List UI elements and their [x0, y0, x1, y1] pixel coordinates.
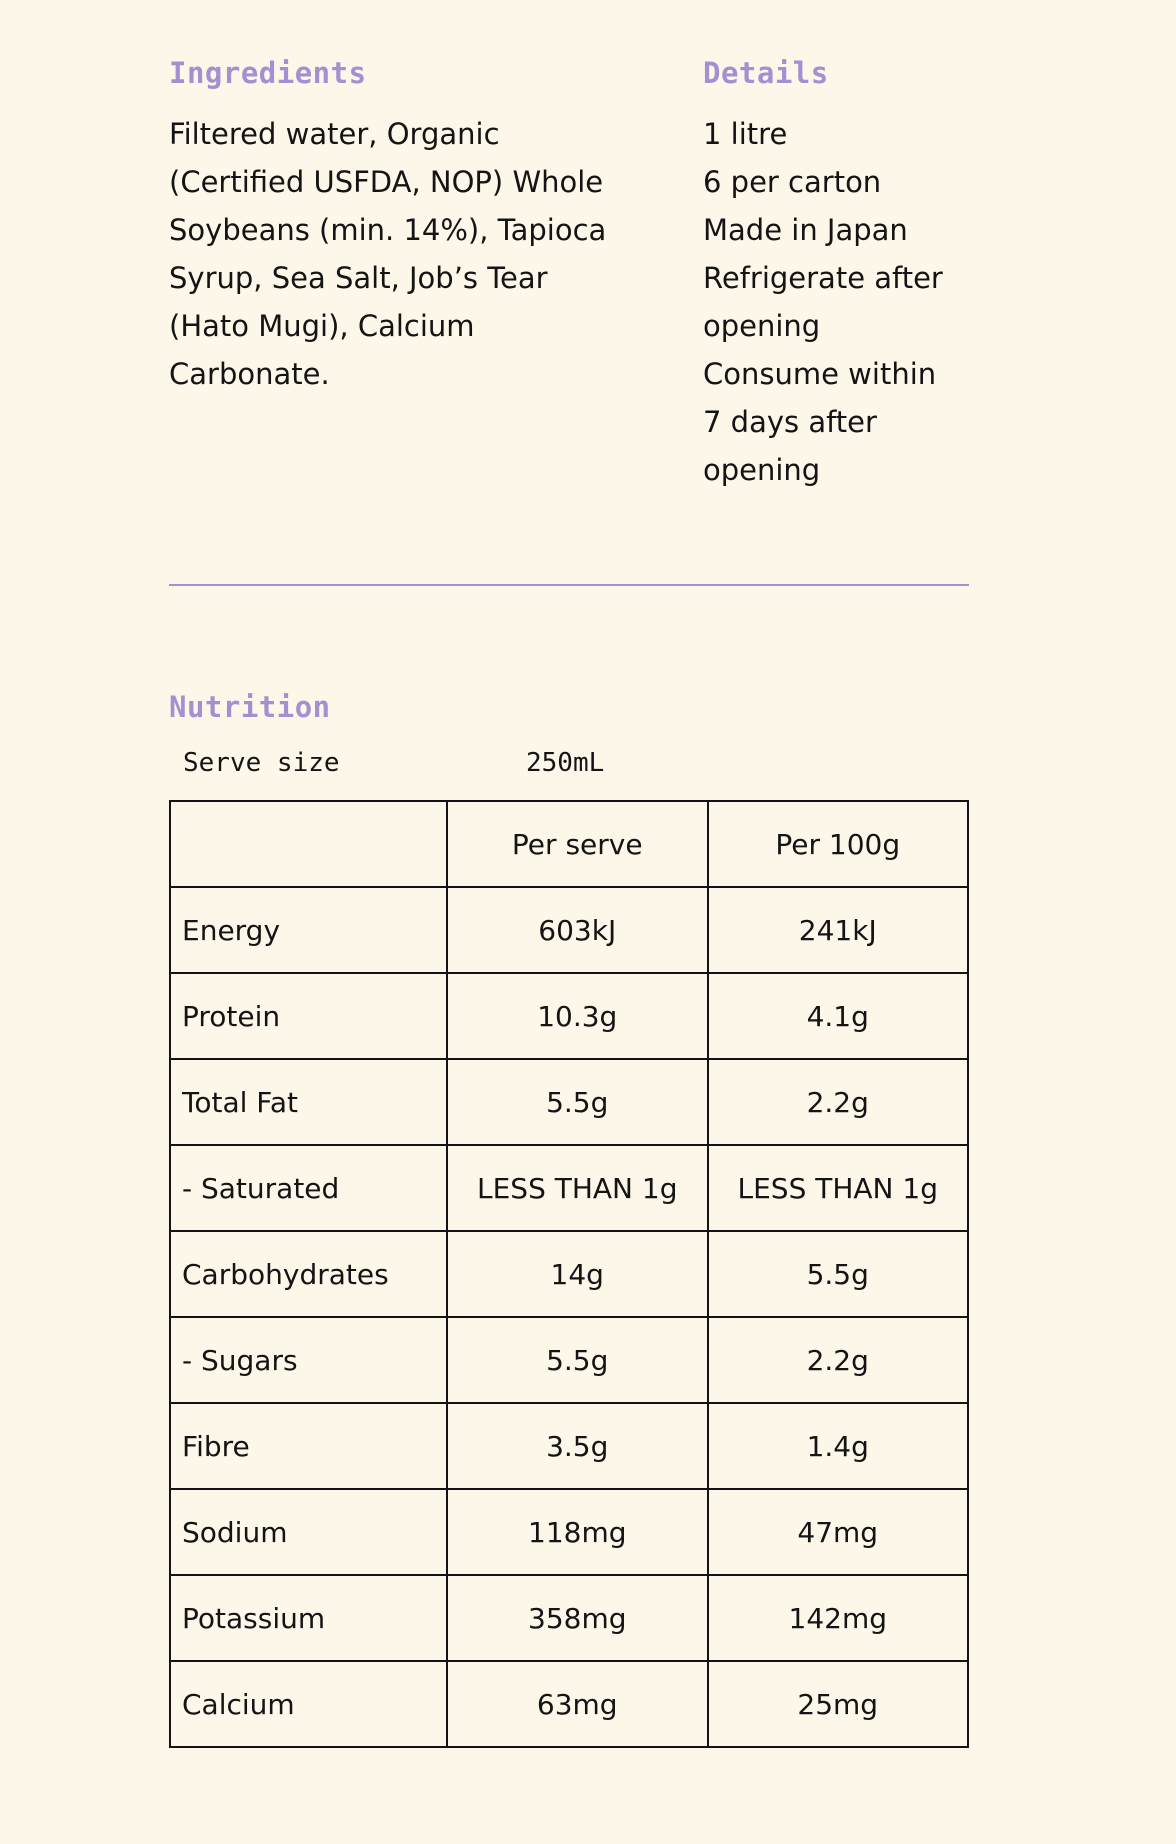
per-100g-value: 4.1g	[708, 973, 969, 1059]
details-item: Made in Japan	[703, 213, 908, 247]
per-100g-value: LESS THAN 1g	[708, 1145, 969, 1231]
nutrient-name: Potassium	[170, 1575, 447, 1661]
nutrient-name: Energy	[170, 887, 447, 973]
nutrient-name: Total Fat	[170, 1059, 447, 1145]
nutrition-heading: Nutrition	[169, 690, 331, 724]
table-row	[170, 1403, 968, 1489]
per-serve-value: LESS THAN 1g	[447, 1145, 708, 1231]
header-cell-per-100g: Per 100g	[708, 801, 969, 887]
per-serve-value: 3.5g	[447, 1403, 708, 1489]
per-serve-value: 118mg	[447, 1489, 708, 1575]
table-row	[170, 973, 968, 1059]
nutrition-table	[169, 800, 969, 1748]
table-row	[170, 887, 968, 973]
details-item: Consume within 7 days after opening	[703, 357, 937, 487]
per-100g-value: 25mg	[708, 1661, 969, 1747]
per-100g-value: 241kJ	[708, 887, 969, 973]
nutrient-name: Protein	[170, 973, 447, 1059]
per-100g-value: 142mg	[708, 1575, 969, 1661]
table-row	[170, 1231, 968, 1317]
nutrient-name: Carbohydrates	[170, 1231, 447, 1317]
table-row	[170, 1317, 968, 1403]
section-divider	[169, 584, 969, 586]
details-heading: Details	[703, 56, 829, 90]
details-item: 6 per carton	[703, 165, 882, 199]
table-row	[170, 1575, 968, 1661]
nutrient-name: - Saturated	[170, 1145, 447, 1231]
nutrient-name: Fibre	[170, 1403, 447, 1489]
per-serve-value: 603kJ	[447, 887, 708, 973]
per-serve-value: 5.5g	[447, 1059, 708, 1145]
table-header-row	[170, 801, 968, 887]
per-serve-value: 14g	[447, 1231, 708, 1317]
nutrient-name: Calcium	[170, 1661, 447, 1747]
ingredients-text: Filtered water, Organic (Certified USFDA, NOP) Whole Soybeans (min. 14%), Tapioca Syrup, Sea Salt, Job’s Tear (Hato Mugi), Calcium Carbonate.	[169, 117, 607, 391]
serve-size-value: 250mL	[526, 748, 605, 778]
ingredients-heading: Ingredients	[169, 56, 367, 90]
table-row	[170, 1489, 968, 1575]
details-item: Refrigerate after opening	[703, 261, 943, 343]
details-list	[703, 110, 963, 494]
per-100g-value: 2.2g	[708, 1059, 969, 1145]
per-100g-value: 5.5g	[708, 1231, 969, 1317]
serve-size-label: Serve size	[183, 748, 340, 778]
header-cell-per-serve: Per serve	[447, 801, 708, 887]
per-serve-value: 10.3g	[447, 973, 708, 1059]
header-cell-nutrient	[170, 801, 447, 887]
details-item: 1 litre	[703, 117, 788, 151]
per-100g-value: 2.2g	[708, 1317, 969, 1403]
table-row	[170, 1661, 968, 1747]
nutrient-name: Sodium	[170, 1489, 447, 1575]
table-row	[170, 1059, 968, 1145]
table-row	[170, 1145, 968, 1231]
per-serve-value: 63mg	[447, 1661, 708, 1747]
per-100g-value: 47mg	[708, 1489, 969, 1575]
nutrient-name: - Sugars	[170, 1317, 447, 1403]
per-100g-value: 1.4g	[708, 1403, 969, 1489]
per-serve-value: 5.5g	[447, 1317, 708, 1403]
per-serve-value: 358mg	[447, 1575, 708, 1661]
